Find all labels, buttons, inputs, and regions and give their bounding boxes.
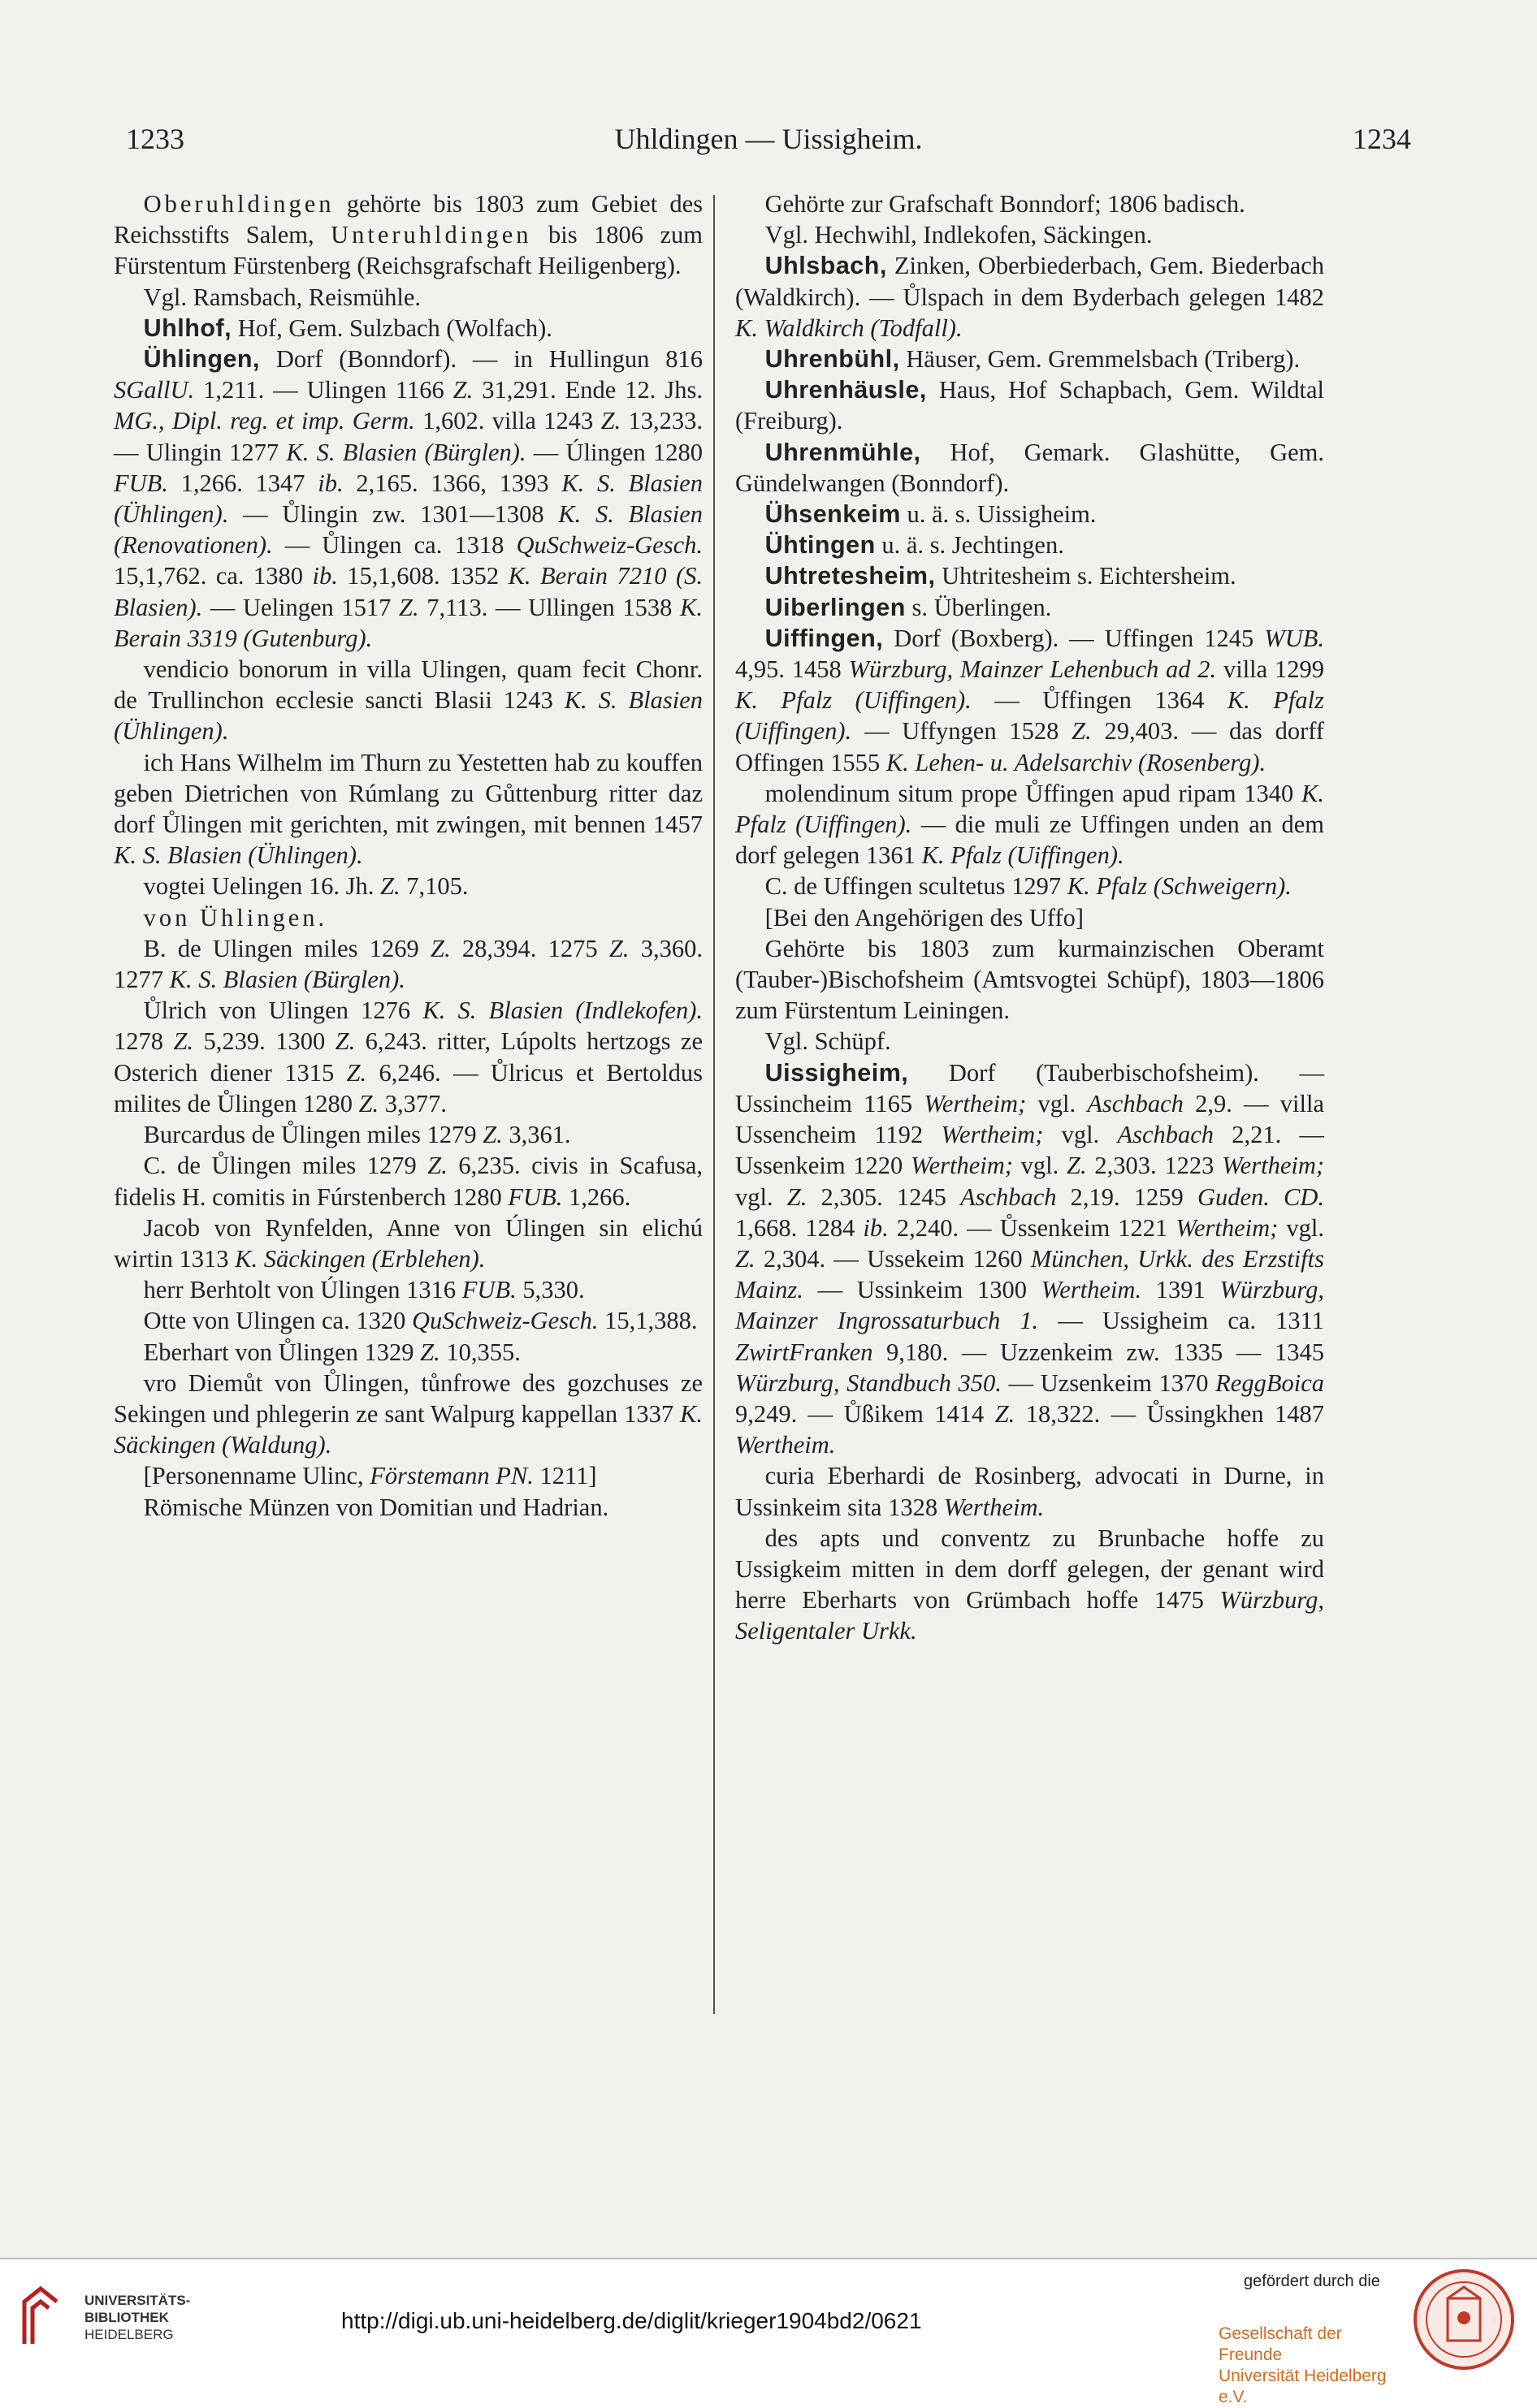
entry-paragraph: [114, 1460, 703, 1491]
entry-paragraph: [114, 1337, 703, 1368]
library-name-line3: HEIDELBERG: [84, 2327, 174, 2342]
citation-text: ReggBoica: [1215, 1368, 1324, 1397]
citation-text: K. Berain 7210 (S. Blasien).: [114, 562, 703, 621]
citation-text: Z.: [735, 1244, 756, 1273]
citation-text: ib.: [863, 1213, 889, 1242]
entry-paragraph: [735, 902, 1324, 933]
entry-text: 6,243. ritter, Lúpolts hertzogs ze Osterich diener 1315: [114, 1027, 703, 1087]
entry-headword: Uhrenhäusle,: [764, 376, 927, 404]
citation-text: WUB.: [1264, 624, 1324, 652]
entry-paragraph: [114, 1492, 703, 1523]
entry-text: [Bei den Angehörigen des Uffo]: [764, 903, 1085, 932]
citation-text: Z.: [399, 593, 419, 621]
entry-text: [Personenname Ulinc,: [143, 1462, 370, 1490]
citation-text: Z.: [346, 1058, 367, 1087]
entry-text: 1,668. 1284: [735, 1213, 864, 1242]
entry-text: 7,105.: [400, 872, 469, 901]
entry-text: bis 1806 zum Fürstentum Fürstenberg (Reichsgrafschaft Heiligenberg).: [114, 221, 703, 280]
entry-paragraph: [735, 1460, 1324, 1522]
entry-paragraph: [735, 1523, 1324, 1647]
entry-paragraph: [114, 747, 703, 871]
entry-text: Dorf (Boxberg). — Uffingen 1245: [883, 624, 1265, 652]
permalink[interactable]: http://digi.ub.uni-heidelberg.de/diglit/krieger1904bd2/0621: [341, 2308, 922, 2333]
entry-paragraph: [114, 282, 703, 313]
citation-text: K. Säckingen (Waldung).: [114, 1399, 703, 1459]
entry-text: Eberhart von Ůlingen 1329: [143, 1338, 421, 1366]
citation-text: ZwirtFranken: [735, 1338, 873, 1366]
entry-paragraph: [735, 1026, 1324, 1057]
entry-text: — Uelingen 1517: [202, 593, 400, 621]
entry-text: 2,165. 1366, 1393: [343, 469, 562, 497]
entry-text: vgl.: [1278, 1213, 1324, 1242]
entry-text: 10,355.: [439, 1338, 521, 1366]
citation-text: Z.: [431, 934, 451, 962]
citation-text: K. S. Blasien (Ühlingen).: [114, 841, 363, 870]
citation-text: Wertheim.: [735, 1431, 836, 1459]
entry-text: 9,180. — Uzzenkeim zw. 1335 — 1345: [872, 1338, 1324, 1366]
entry-text: u. ä. s. Uissigheim.: [900, 500, 1097, 529]
entry-text: — Ůffingen 1364: [971, 686, 1227, 715]
citation-text: Wertheim;: [1222, 1152, 1325, 1180]
page-header: [126, 122, 1411, 162]
citation-text: SGallU.: [114, 376, 195, 404]
entry-text: vgl.: [1012, 1152, 1067, 1180]
sponsor-label: gefördert durch die: [1244, 2272, 1380, 2290]
entry-text: vgl.: [735, 1182, 787, 1211]
entry-text: 31,291. Ende 12. Jhs.: [473, 376, 703, 404]
entry-paragraph: [735, 437, 1324, 499]
sponsor-name-line1: Gesellschaft der Freunde: [1219, 2324, 1342, 2364]
entry-paragraph: [735, 188, 1324, 219]
entry-text: 3,361.: [502, 1121, 571, 1149]
citation-text: K. Waldkirch (Todfall).: [735, 313, 963, 342]
left-column: [114, 188, 703, 1523]
entry-headword: Ühlingen,: [143, 345, 261, 374]
entry-text: — Ussinkeim 1300: [803, 1276, 1041, 1304]
entry-text: vendicio bonorum in villa Ulingen, quam fecit Chonr. de Trullinchon ecclesie sancti Blasii 1243: [114, 655, 703, 715]
entry-text: des apts und conventz zu Brunbache hoffe zu Ussigkeim mitten in dem dorff gelegen, der genant wird herre Eberharts von Grümbach hoffe 1475: [735, 1524, 1324, 1615]
entry-text: — Uffyngen 1528: [851, 717, 1072, 746]
entry-text: 6,235. civis in Scafusa, fidelis H. comitis in Fúrstenberch 1280: [114, 1152, 703, 1211]
entry-paragraph: [735, 344, 1324, 374]
citation-text: K. S. Blasien (Bürglen).: [169, 966, 405, 994]
entry-text: Otte von Ulingen ca. 1320: [143, 1307, 412, 1335]
page-number-left: 1233: [126, 123, 184, 155]
entry-text: herr Berhtolt von Úlingen 1316: [143, 1276, 462, 1304]
citation-text: K. Säckingen (Erblehen).: [235, 1244, 486, 1273]
entry-text: Ůlrich von Ulingen 1276: [143, 996, 423, 1025]
entry-text: — Ůlingen ca. 1318: [272, 531, 517, 560]
citation-text: K. Pfalz (Schweigern).: [1067, 872, 1292, 901]
entry-text: 1,266.: [562, 1182, 631, 1211]
entry-text: 18,322. — Ůssingkhen 1487: [1015, 1399, 1325, 1428]
citation-text: Z.: [786, 1182, 807, 1211]
entry-text: Zinken, Oberbiederbach, Gem. Biederbach (Waldkirch). — Ůlspach in dem Byderbach gelegen 1482: [735, 252, 1324, 311]
citation-text: Z.: [420, 1338, 440, 1366]
university-seal-icon: [1412, 2267, 1516, 2371]
entry-text: 15,1,762. ca. 1380: [114, 562, 313, 590]
entry-paragraph: [735, 1057, 1324, 1461]
entry-text: 2,303. 1223: [1086, 1152, 1223, 1180]
entry-text: B. de Ulingen miles 1269: [143, 934, 431, 962]
entry-paragraph: [735, 499, 1324, 530]
citation-text: Wertheim;: [1175, 1213, 1279, 1242]
entry-text: 1,211. — Ulingen 1166: [194, 376, 453, 404]
entry-paragraph: [114, 871, 703, 901]
entry-text: Vgl. Ramsbach, Reismühle.: [143, 283, 421, 311]
entry-paragraph: [735, 592, 1324, 623]
entry-text: 4,95. 1458: [735, 655, 849, 684]
entry-text: vro Diemůt von Ůlingen, tůnfrowe des gozchuses ze Sekingen und phlegerin ze sant Walpurg kappellan 1337: [114, 1368, 703, 1428]
entry-text: Haus, Hof Schapbach, Gem. Wildtal (Freiburg).: [735, 376, 1324, 435]
entry-headword: Uhrenmühle,: [764, 438, 921, 466]
entry-text: Uhtritesheim s. Eichtersheim.: [935, 562, 1236, 590]
entry-text: 1278: [114, 1027, 174, 1056]
citation-text: K. S. Blasien (Indlekofen).: [422, 996, 703, 1025]
entry-text: 15,1,608. 1352: [337, 562, 509, 590]
citation-text: Z.: [427, 1152, 448, 1180]
entry-text: 3,360. 1277: [114, 934, 703, 994]
entry-text: Dorf (Tauberbischofsheim). — Ussincheim 1165: [735, 1058, 1324, 1118]
entry-paragraph: [114, 1305, 703, 1336]
entry-paragraph: [114, 995, 703, 1119]
citation-text: Z.: [380, 872, 400, 901]
entry-text: 15,1,388.: [598, 1307, 698, 1335]
entry-text: Dorf (Bonndorf). — in Hullingun 816: [260, 345, 703, 374]
entry-paragraph: [735, 219, 1324, 250]
entry-text: Gehörte bis 1803 zum kurmainzischen Oberamt (Tauber-)Bischofsheim (Amtsvogtei Schüpf), 1803—1806 zum Fürstentum Leiningen.: [735, 934, 1324, 1025]
citation-text: Z.: [1072, 717, 1092, 746]
running-title: Uhldingen — Uissigheim.: [614, 123, 923, 155]
entry-text: villa 1299: [1216, 655, 1324, 684]
entry-text: 2,240. — Ůssenkeim 1221: [888, 1213, 1176, 1242]
citation-text: K. Pfalz (Uiffingen).: [735, 779, 1324, 839]
entry-text: — Ůlingin zw. 1301—1308: [228, 500, 559, 529]
entry-paragraph: [114, 1150, 703, 1212]
entry-text: 28,394. 1275: [450, 934, 609, 962]
citation-text: Aschbach: [1117, 1121, 1214, 1149]
entry-paragraph: [735, 778, 1324, 871]
entry-paragraph: [114, 1213, 703, 1274]
entry-text: 2,19. 1259: [1056, 1182, 1197, 1211]
entry-text: C. de Ůlingen miles 1279: [143, 1152, 428, 1180]
citation-text: Z.: [483, 1121, 503, 1149]
entry-text: Vgl. Schüpf.: [764, 1027, 891, 1056]
entry-paragraph: [114, 654, 703, 747]
citation-text: K. S. Blasien (Ühlingen).: [114, 686, 703, 746]
citation-text: FUB.: [114, 469, 168, 497]
entry-paragraph: [735, 871, 1324, 901]
library-name-line1: UNIVERSITÄTS-: [84, 2293, 191, 2308]
citation-text: Wertheim.: [943, 1493, 1045, 1521]
citation-text: FUB.: [508, 1182, 563, 1211]
entry-text: — Uzsenkeim 1370: [1001, 1368, 1216, 1397]
citation-text: Z.: [600, 407, 621, 435]
entry-text: Vgl. Hechwihl, Indlekofen, Säckingen.: [764, 221, 1153, 249]
entry-paragraph: [114, 1119, 703, 1150]
citation-text: K. S. Blasien (Bürglen).: [286, 438, 526, 466]
entry-paragraph: [114, 1368, 703, 1461]
citation-text: Guden. CD.: [1197, 1182, 1324, 1211]
entry-text: 7,113. — Ullingen 1538: [418, 593, 681, 621]
citation-text: Wertheim;: [911, 1152, 1013, 1180]
entry-text: C. de Uffingen scultetus 1297: [764, 872, 1067, 901]
entry-text: curia Eberhardi de Rosinberg, advocati in Durne, in Ussinkeim sita 1328: [735, 1462, 1324, 1521]
entry-paragraph: [114, 188, 703, 282]
entry-text: vgl.: [1043, 1121, 1118, 1149]
citation-text: Z.: [173, 1027, 194, 1056]
citation-text: K. Berain 3319 (Gutenburg).: [114, 593, 703, 652]
citation-text: Z.: [335, 1027, 356, 1056]
entry-headword: Uhlsbach,: [764, 252, 887, 280]
entry-text: von Ühlingen.: [143, 903, 328, 932]
entry-text: vgl.: [1026, 1089, 1088, 1118]
sponsor-block: [1219, 2272, 1405, 2408]
entry-text: 1211]: [533, 1462, 597, 1490]
citation-text: Würzburg, Standbuch 350.: [735, 1368, 1002, 1397]
citation-text: MG., Dipl. reg. et imp. Germ.: [114, 407, 415, 435]
citation-text: Z.: [1067, 1152, 1087, 1180]
citation-text: ib.: [312, 562, 338, 590]
citation-text: Z.: [452, 376, 474, 404]
entry-text: Hof, Gemark. Glashütte, Gem. Gündelwangen (Bonndorf).: [735, 438, 1324, 497]
citation-text: München, Urkk. des Erzstifts Mainz.: [735, 1244, 1324, 1304]
entry-text: 6,246. — Ůlricus et Bertoldus milites de Ůlingen 1280: [114, 1058, 704, 1118]
entry-paragraph: [114, 313, 703, 344]
citation-text: K. Pfalz (Uiffingen).: [735, 686, 972, 715]
entry-text: 2,305. 1245: [807, 1182, 960, 1211]
entry-paragraph: [735, 250, 1324, 344]
entry-text: Römische Münzen von Domitian und Hadrian.: [143, 1493, 609, 1521]
citation-text: FUB.: [461, 1276, 517, 1304]
entry-text: 5,239. 1300: [193, 1027, 336, 1056]
entry-headword: Uissigheim,: [764, 1058, 909, 1087]
entry-paragraph: [735, 560, 1324, 591]
entry-paragraph: [114, 1274, 703, 1305]
sponsor-name-line2: Universität Heidelberg e.V.: [1219, 2367, 1387, 2406]
entry-paragraph: [114, 902, 703, 933]
entry-paragraph: [735, 933, 1324, 1027]
page-number-right: 1234: [1353, 123, 1411, 155]
entry-text: 29,403. — das dorff Offingen 1555: [735, 717, 1324, 776]
entry-text: vogtei Uelingen 16. Jh.: [143, 872, 380, 901]
citation-text: Wertheim.: [1041, 1276, 1142, 1304]
citation-text: K. S. Blasien (Renovationen).: [114, 500, 703, 560]
entry-paragraph: [735, 623, 1324, 778]
entry-text: ich Hans Wilhelm im Thurn zu Yestetten hab zu kouffen geben Dietrichen von Rúmlang zu Gůttenburg ritter daz dorf Ůlingen mit gerichten, mit zwingen, mit bennen 1457: [114, 748, 703, 839]
citation-text: K. Lehen- u. Adelsarchiv (Rosenberg).: [885, 748, 1266, 776]
citation-text: Wertheim;: [941, 1121, 1044, 1149]
citation-text: Wertheim;: [924, 1089, 1027, 1118]
library-name: [84, 2292, 190, 2343]
citation-text: K. S. Blasien (Ühlingen).: [114, 469, 703, 529]
citation-text: Würzburg, Seligentaler Urkk.: [735, 1586, 1324, 1645]
entry-text: 3,377.: [379, 1089, 448, 1118]
entry-text: Oberuhldingen: [143, 190, 335, 218]
citation-text: K. Pfalz (Uiffingen).: [735, 686, 1324, 746]
entry-paragraph: [114, 933, 703, 995]
citation-text: Z.: [358, 1089, 379, 1118]
entry-text: 2,21. — Ussenkeim 1220: [735, 1121, 1324, 1180]
right-column: [735, 188, 1324, 1647]
entry-text: molendinum situm prope Ůffingen apud ripam 1340: [764, 779, 1302, 807]
entry-text: Häuser, Gem. Gremmelsbach (Triberg).: [899, 345, 1301, 374]
citation-text: Z.: [994, 1399, 1015, 1428]
column-divider: [713, 195, 715, 2014]
entry-text: — die muli ze Uffingen unden an dem dorf gelegen 1361: [735, 811, 1324, 870]
entry-text: 1,266. 1347: [167, 469, 318, 497]
entry-headword: Uiffingen,: [764, 624, 884, 652]
entry-paragraph: [114, 344, 703, 654]
entry-text: gehörte bis 1803 zum Gebiet des Reichsstifts Salem,: [114, 190, 703, 249]
citation-text: K. Pfalz (Uiffingen).: [921, 841, 1124, 870]
entry-text: Hof, Gem. Sulzbach (Wolfach).: [232, 313, 552, 342]
entry-text: 1,602. villa 1243: [414, 407, 601, 435]
entry-text: 9,249. — Ůßikem 1414: [735, 1399, 995, 1428]
sponsor-name: [1219, 2324, 1405, 2408]
citation-text: QuSchweiz-Gesch.: [411, 1307, 599, 1335]
citation-text: Aschbach: [1087, 1089, 1184, 1118]
entry-text: 13,233. — Ulingin 1277: [114, 407, 703, 466]
entry-headword: Uiberlingen: [764, 593, 906, 621]
entry-text: Unteruhldingen: [331, 221, 532, 249]
entry-text: 5,330.: [516, 1276, 585, 1304]
entry-headword: Uhtretesheim,: [764, 562, 936, 590]
entry-headword: Ühsenkeim: [764, 500, 901, 529]
entry-text: Burcardus de Ůlingen miles 1279: [143, 1121, 483, 1149]
entry-paragraph: [735, 530, 1324, 560]
entry-text: 2,304. — Ussekeim 1260: [755, 1244, 1031, 1273]
library-name-line2: BIBLIOTHEK: [84, 2310, 169, 2325]
entry-text: s. Überlingen.: [905, 593, 1052, 621]
citation-text: Würzburg, Mainzer Ingrossaturbuch 1.: [735, 1276, 1324, 1335]
entry-text: 1391: [1141, 1276, 1220, 1304]
entry-text: 2,9. — villa Ussencheim 1192: [735, 1089, 1324, 1149]
citation-text: Würzburg, Mainzer Lehenbuch ad 2.: [848, 655, 1217, 684]
citation-text: Aschbach: [959, 1182, 1057, 1211]
digitization-footer: [0, 2258, 1537, 2406]
entry-text: Jacob von Rynfelden, Anne von Úlingen sin elichú wirtin 1313: [114, 1213, 703, 1273]
citation-text: Z.: [608, 934, 630, 962]
entry-text: u. ä. s. Jechtingen.: [875, 531, 1064, 560]
entry-headword: Uhlhof,: [143, 313, 232, 342]
citation-text: QuSchweiz-Gesch.: [516, 531, 703, 560]
entry-headword: Ühtingen: [764, 531, 876, 560]
entry-text: — Úlingen 1280: [526, 438, 703, 466]
citation-text: Förstemann PN.: [370, 1462, 534, 1490]
library-logo-icon: [21, 2284, 62, 2347]
entry-paragraph: [735, 374, 1324, 436]
citation-text: ib.: [318, 469, 344, 497]
entry-text: Gehörte zur Grafschaft Bonndorf; 1806 badisch.: [764, 190, 1245, 218]
entry-headword: Uhrenbühl,: [764, 345, 900, 374]
entry-text: — Ussigheim ca. 1311: [1038, 1307, 1325, 1335]
